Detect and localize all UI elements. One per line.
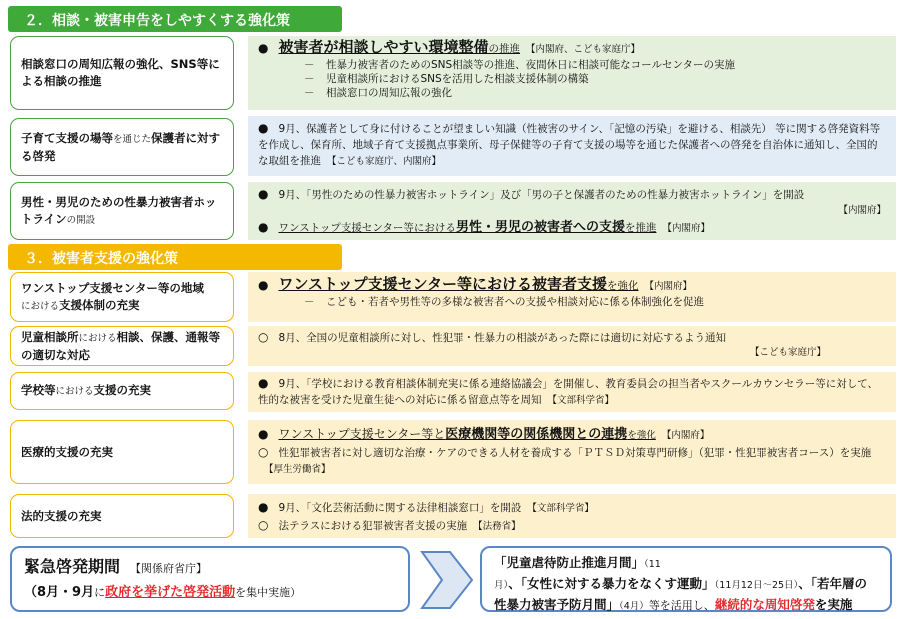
- row-content-parent-awareness: ● 9月、保護者として身に付けることが望ましい知識（性被害のサイン、「記憶の汚染」を避ける、相談先） 等に関する啓発資料等を作成し、保育所、地域子育て支援拠点事業所、母子保健等の子育て支援の場等を通じた保護者への啓発を自治体に通知し、全国的な取組を推進 【こども家庭庁、内閣府】: [248, 116, 896, 176]
- section-3-title: ３．被害者支援の強化策: [24, 251, 178, 267]
- row-label-onestop-center: ワンストップ支援センター等の地域 における支援体制の充実: [10, 272, 234, 322]
- row-content-onestop-center: ● ワンストップ支援センター等における被害者支援を強化 【内閣府】 － こども・若者や男性等の多様な被害者への支援や相談対応に係る体制強化を促進: [248, 272, 896, 322]
- agency-tag: 【内閣府】: [838, 205, 886, 216]
- agency-tag: 【こども家庭庁】: [749, 347, 826, 358]
- agency-tag: 【文部科学省】: [547, 395, 615, 406]
- agency-tag: 【内閣府、こども家庭庁】: [526, 44, 641, 55]
- row-content-consultation-window: ● 被害者が相談しやすい環境整備の推進 【内閣府、こども家庭庁】 － 性暴力被害者のためのSNS相談等の推進、夜間休日に相談可能なコールセンターの実施 － 児童相談所におけるSNSを活用した相談支援体制の構築 － 相談窓口の周知広報の強化: [248, 36, 896, 110]
- sub-item: － 相談窓口の周知広報の強化: [304, 87, 452, 99]
- row-main-text: 被害者が相談しやすい環境整備: [278, 38, 489, 56]
- row-content-male-hotline: ● 9月、「男性のための性暴力被害ホットライン」及び「男の子と保護者のための性暴力被害ホットライン」を開設 【内閣府】 ● ワンストップ支援センター等における男性・男児の被害者への支援を推進 【内閣府】: [248, 182, 896, 240]
- agency-tag: 【こども家庭庁、内閣府】: [327, 156, 442, 167]
- agency-tag: 【関係府省庁】: [130, 562, 208, 575]
- awareness-campaign-box: 「児童虐待防止推進月間」（11月）、「女性に対する暴力をなくす運動」（11月12日～25日）、「若年層の性暴力被害予防月間」（4月）等を活用し、継続的な周知啓発を実施: [480, 546, 892, 612]
- row-label-legal-support: 法的支援の充実: [10, 494, 234, 538]
- agency-tag: 【厚生労働省】: [264, 464, 331, 475]
- row-content-school-support: ● 9月、「学校における教育相談体制充実に係る連絡協議会」を開催し、教育委員会の担当者やスクールカウンセラー等に対して、性的な被害を受けた児童生徒への対応に係る留意点等を周知 【文部科学省】: [248, 372, 896, 412]
- section-2-header: [8, 6, 342, 32]
- emergency-period-box: 緊急啓発期間 【関係府省庁】 （8月・9月に政府を挙げた啓発活動を集中実施）: [10, 546, 410, 612]
- row-label-school-support: 学校等における支援の充実: [10, 372, 234, 410]
- agency-tag: 【文部科学省】: [527, 503, 594, 514]
- row-content-legal-support: ● 9月、「文化芸術活動に関する法律相談窓口」を開設 【文部科学省】 ○ 法テラスにおける犯罪被害者支援の実施 【法務省】: [248, 494, 896, 538]
- agency-tag: 【内閣府】: [644, 281, 693, 292]
- section-2-title: ２．相談・被害申告をしやすくする強化策: [24, 13, 290, 29]
- row-label-parent-awareness: 子育て支援の場等を通じた保護者に対する啓発: [10, 118, 234, 176]
- row-label-medical-support: 医療的支援の充実: [10, 420, 234, 484]
- row-content-medical-support: ● ワンストップ支援センター等と医療機関等の関係機関との連携を強化 【内閣府】 ○ 性犯罪被害者に対し適切な治療・ケアのできる人材を養成する「ＰＴＳＤ対策専門研修」（犯罪・性犯罪被害者コース）を実施【厚生労働省】: [248, 420, 896, 484]
- emergency-title: 緊急啓発期間: [24, 557, 121, 576]
- section-3-header: [8, 244, 342, 270]
- row-content-child-guidance: ○ 8月、全国の児童相談所に対し、性犯罪・性暴力の相談があった際には適切に対応するよう通知 【こども家庭庁】: [248, 326, 896, 366]
- sub-item: － 性暴力被害者のためのSNS相談等の推進、夜間休日に相談可能なコールセンターの実施: [304, 59, 736, 71]
- row-label-male-hotline: 男性・男児のための性暴力被害者ホットラインの開設: [10, 182, 234, 240]
- row-label-child-guidance: 児童相談所における相談、保護、通報等の適切な対応: [10, 326, 234, 366]
- row-label-consultation-window: 相談窓口の周知広報の強化、SNS等による相談の推進: [10, 36, 234, 110]
- sub-item: － 児童相談所におけるSNSを活用した相談支援体制の構築: [304, 73, 589, 85]
- agency-tag: 【内閣府】: [662, 223, 710, 234]
- sub-item: － こども・若者や男性等の多様な被害者への支援や相談対応に係る体制強化を促進: [304, 296, 704, 308]
- agency-tag: 【内閣府】: [661, 430, 710, 441]
- arrow-right-icon: [420, 550, 474, 610]
- agency-tag: 【法務省】: [473, 521, 521, 532]
